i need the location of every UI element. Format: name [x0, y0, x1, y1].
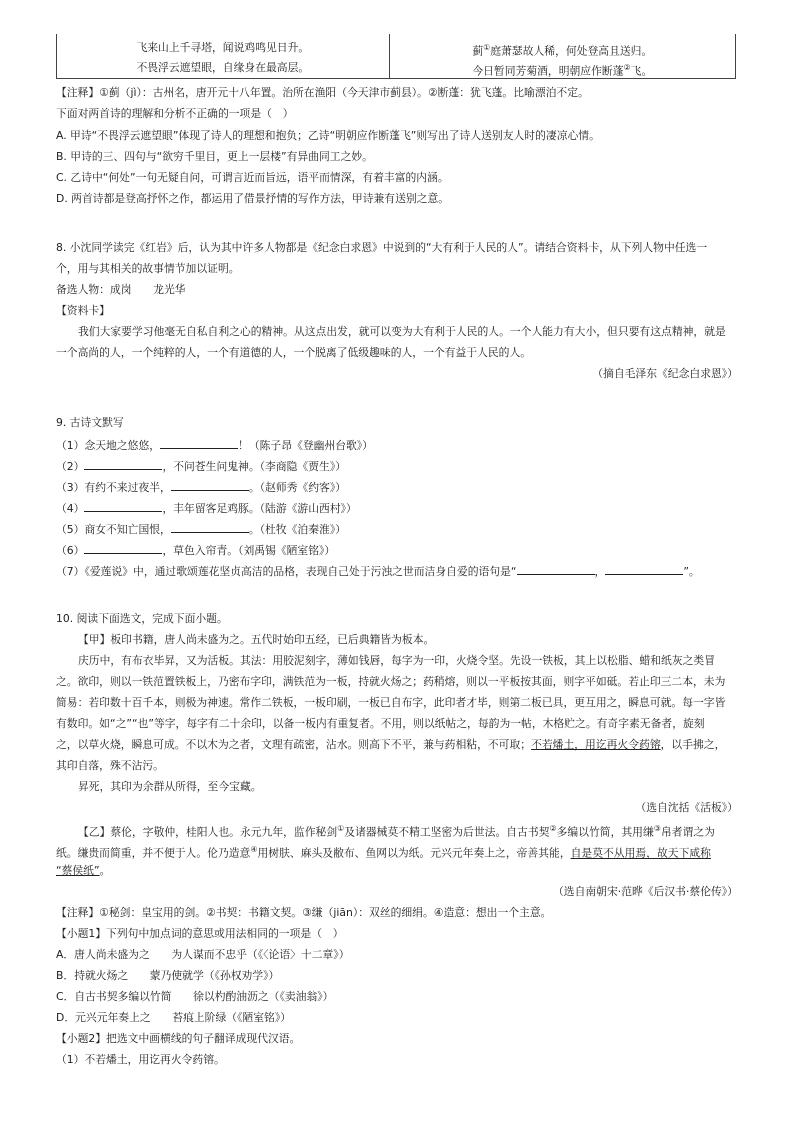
poem-jia-cell — [57, 34, 390, 79]
q10-jia-6: 之，以草火烧，瞬息可成。不以木为之者，文理有疏密，沾水。则高下不平，兼与药相粘，不可取；不若燔土，用讫再火令药镕，以手拂之， — [56, 738, 726, 751]
q8-card-title: 【资料卡】 — [56, 304, 110, 317]
q10-jia-4: 简易：若印数十百千本，则极为神速。常作二铁板，一板印刷，一板已自布字，此印者才毕，则第二板已具，更互用之，瞬息可就。每一字皆 — [56, 696, 726, 709]
q10-yi-1: 【乙】蔡伦，字敬仲，桂阳人也。永元九年，监作秘剑①及诸器械莫不精工坚密为后世法。自古书契②多编以竹简，其用缣③帛者谓之为 — [78, 824, 715, 839]
q10-sub1-option-d: D．元兴元年奏上之 苔痕上阶绿（《陋室铭》） — [56, 1011, 292, 1024]
q8-stem-2: 个，用与其相关的故事情节加以证明。 — [56, 262, 240, 275]
q10-sub1-stem: 【小题1】下列句中加点词的意思或用法相同的一项是（ ） — [56, 927, 344, 940]
q10-sub1-option-b: B．持就火炀之 蒙乃使就学（《孙权劝学》） — [56, 969, 280, 982]
q10-yi-underlined-sentence-part2: “蔡侯纸” — [56, 864, 100, 877]
q9-blank-5[interactable] — [171, 521, 249, 533]
q9-blank-7b[interactable] — [605, 563, 683, 575]
q9-item-4: （4） ，丰年留客足鸡豚。（陆游《游山西村》） — [56, 502, 357, 515]
q10-sub2-stem: 【小题2】把选文中画横线的句子翻译成现代汉语。 — [56, 1032, 301, 1045]
poem-jia-line-1: 飞来山上千寻塔，闻说鸡鸣见日升。 — [136, 41, 310, 54]
q10-jia-underlined-sentence: 不若燔土，用讫再火令药镕 — [531, 738, 661, 751]
q10-yi-underlined-sentence-part1: 自是莫不从用焉，故天下咸称 — [570, 846, 711, 860]
q9-blank-7a[interactable] — [517, 563, 595, 575]
q10-yi-source: （选自南朝宋·范晔《后汉书·蔡伦传》） — [552, 885, 738, 898]
q10-sub1-option-a: A．唐人尚未盛为之 为人谋而不忠乎（《〈论语〉十二章》） — [56, 948, 350, 961]
q9-item-7: （7）《爱莲说》中，通过歌颂莲花坚贞高洁的品格，表现自己处于污浊之世而洁身自爱的语句是“ ， ”。 — [56, 565, 700, 578]
q10-stem: 10. 阅读下面选文，完成下面小题。 — [56, 612, 228, 625]
q10-sub2-item-1: （1）不若燔土，用讫再火令药镕。 — [56, 1053, 225, 1066]
q9-item-1: （1）念天地之悠悠， ！（陈子昂《登幽州台歌》） — [56, 439, 374, 452]
poem-yi-cell — [389, 34, 735, 79]
q10-jia-source: （选自沈括《活板》） — [635, 801, 738, 814]
q7-option-a: A. 甲诗“不畏浮云遮望眼”体现了诗人的理想和抱负；乙诗“明朝应作断蓬飞”则写出了诗人送别友人时的凄凉心情。 — [56, 129, 600, 142]
q9-item-5: （5）商女不知亡国恨， 。（杜牧《泊秦淮》） — [56, 523, 347, 536]
q7-option-c: C. 乙诗中“何处”一句无疑自问，可谓言近而旨远，语平而情深，有着丰富的内涵。 — [56, 171, 449, 184]
q8-card-text-1: 我们大家要学习他毫无自私自利之心的精神。从这点出发，就可以变为大有利于人民的人。一个人能力有大小，但只要有这点精神，就是 — [78, 325, 726, 338]
q10-note: 【注释】①秘剑：皇宝用的剑。②书契：书籍文契。③缣（jiān）：双丝的细绢。④造意：想出一个主意。 — [56, 906, 552, 919]
q8-card-source: （摘自毛泽东《纪念白求恩》） — [592, 367, 738, 380]
q9-blank-3[interactable] — [171, 479, 249, 491]
q10-jia-3: 之。欲印，则以一铁范置铁板上，乃密布字印，满铁范为一板，持就火炀之；药稍熔，则以一平板按其面，则字平如砥。若止印三二本，未为 — [56, 675, 726, 688]
poem-jia-line-2: 不畏浮云遮望眼，自缘身在最高层。 — [136, 61, 310, 74]
q9-item-3: （3）有约不来过夜半， 。（赵师秀《约客》） — [56, 481, 347, 494]
q10-sub1-option-c: C．自古书契多编以竹简 徐以杓酌油沥之（《卖油翁》） — [56, 990, 334, 1003]
q9-blank-6[interactable] — [84, 542, 162, 554]
q7-option-b: B. 甲诗的三、四句与“欲穷千里目，更上一层楼”有异曲同工之妙。 — [56, 150, 373, 163]
poem-comparison-table — [56, 34, 736, 79]
q10-jia-5: 有数印。如“之”“也”等字，每字有二十余印，以备一板内有重复者。不用，则以纸帖之，每韵为一帖，木格贮之。有奇字素无备者，旋刻 — [56, 717, 705, 730]
q9-title: 9. 古诗文默写 — [56, 416, 124, 429]
poem-yi-line-1: 蓟①庭萧瑟故人稀，何处登高且送归。 — [472, 43, 653, 58]
q8-card-text-2: 一个高尚的人，一个纯粹的人，一个有道德的人，一个脱离了低级趣味的人，一个有益于人民的人。 — [56, 346, 532, 359]
q7-option-d: D. 两首诗都是登高抒怀之作，都运用了借景抒情的写作方法，甲诗兼有送别之意。 — [56, 192, 450, 205]
q8-candidates: 备选人物：成岗 龙光华 — [56, 283, 186, 296]
q10-jia-8: 昇死，其印为余群从所得，至今宝藏。 — [78, 780, 262, 793]
q9-blank-2[interactable] — [84, 458, 162, 470]
q8-stem-1: 8. 小沈同学读完《红岩》后，认为其中许多人物都是《纪念白求恩》中说到的“大有利于人民的人”。请结合资料卡，从下列人物中任选一 — [56, 241, 708, 254]
q9-blank-4[interactable] — [84, 500, 162, 512]
q9-item-6: （6） ，草色入帘青。（刘禹锡《陋室铭》） — [56, 544, 336, 557]
q10-yi-2: 纸。缣贵而简重，并不便于人。伦乃造意④用树肤、麻头及敝布、鱼网以为纸。元兴元年奏上之，帝善其能，自是莫不从用焉，故天下咸称 — [56, 845, 711, 860]
q10-jia-7: 其印自落，殊不沾污。 — [56, 759, 164, 772]
q10-jia-1: 【甲】板印书籍，唐人尚未盛为之。五代时始印五经，已后典籍皆为板本。 — [78, 633, 435, 646]
q7-note: 【注释】①蓟（jì）：古州名，唐开元十八年置。治所在渔阳（今天津市蓟县）。②断蓬：犹飞蓬。比喻漂泊不定。 — [56, 86, 589, 99]
q9-blank-1[interactable] — [160, 437, 238, 449]
q10-jia-2: 庆历中，有布衣毕昇，又为活板。其法：用胶泥刻字，薄如钱唇，每字为一印，火烧令坚。先设一铁板，其上以松脂、蜡和纸灰之类冒 — [78, 654, 716, 667]
q7-stem: 下面对两首诗的理解和分析不正确的一项是（ ） — [56, 107, 294, 120]
q10-yi-3: “蔡侯纸”。 — [56, 864, 111, 877]
q9-item-2: （2） ，不问苍生问鬼神。（李商隐《贾生》） — [56, 460, 347, 473]
poem-yi-line-2: 今日暂同芳菊酒，明朝应作断蓬②飞。 — [472, 63, 653, 78]
